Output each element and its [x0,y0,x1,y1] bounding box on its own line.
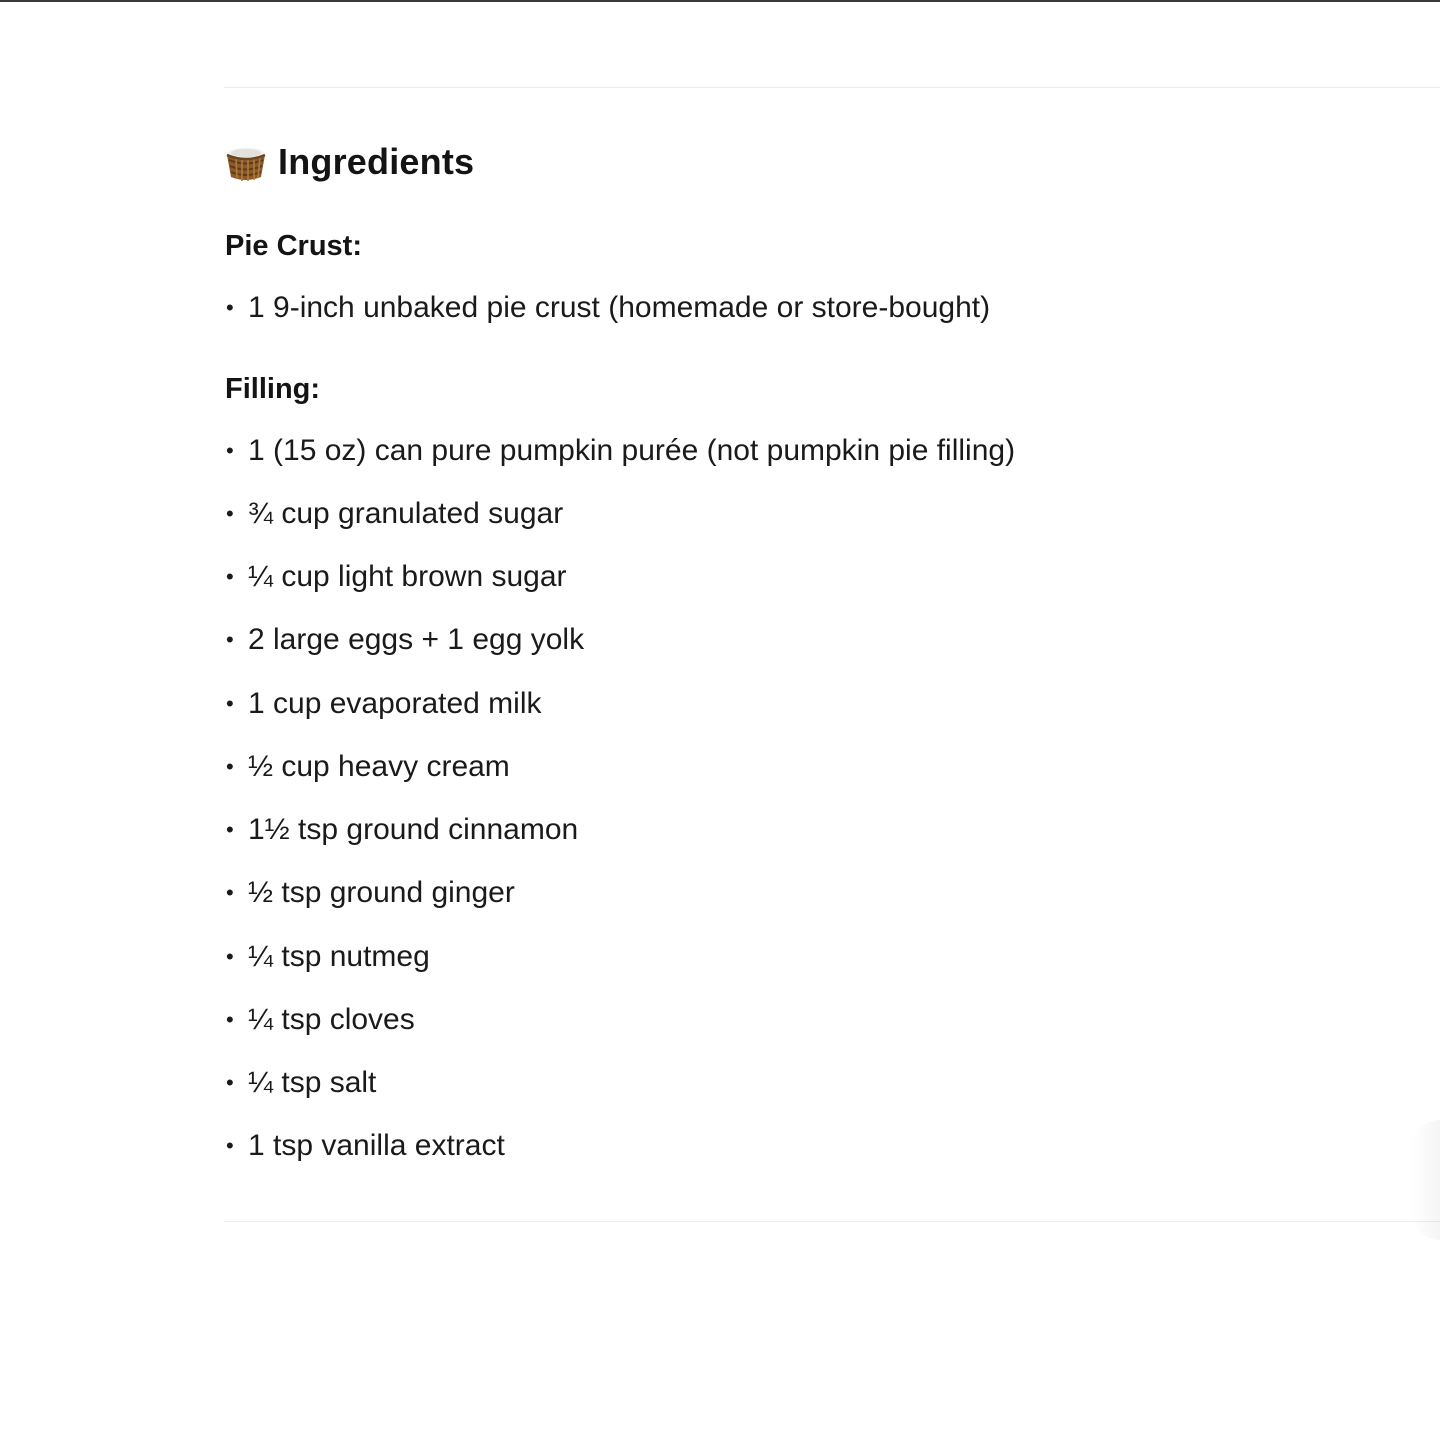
ingredient-text: ½ tsp ground ginger [248,876,515,909]
ingredient-text: ¼ tsp cloves [248,1003,415,1036]
bullet: • [226,564,234,589]
bullet: • [226,295,234,320]
edge-shadow [1410,1120,1440,1240]
list-item [224,622,584,658]
bullet: • [226,817,234,842]
list-item [224,1065,376,1101]
bullet: • [226,691,234,716]
list-item [224,749,510,785]
window-top-edge [0,0,1440,2]
ingredient-text: 1 9-inch unbaked pie crust (homemade or store-bought) [248,291,991,324]
list-item [224,686,542,722]
bullet: • [226,501,234,526]
bullet: • [226,1070,234,1095]
bullet: • [226,627,234,652]
section-heading [224,138,474,186]
list-item [224,939,430,975]
list-item [224,496,563,532]
section-title: Ingredients [278,141,475,182]
list-item [224,812,578,848]
bullet: • [226,944,234,969]
list-item [224,1002,415,1038]
list-item [224,290,990,326]
bullet: • [226,754,234,779]
basket-icon [224,141,268,183]
list-item [224,433,1015,469]
ingredient-text: 1 tsp vanilla extract [248,1129,505,1162]
ingredient-text: ¼ tsp nutmeg [248,940,430,973]
ingredient-text: 1 cup evaporated milk [248,687,542,720]
list-item [224,559,567,595]
bullet: • [226,1007,234,1032]
filling-heading: Filling: [225,373,321,405]
bullet: • [226,438,234,463]
divider-top [224,87,1440,88]
pie-crust-heading: Pie Crust: [225,230,362,262]
ingredient-text: 1 (15 oz) can pure pumpkin purée (not pumpkin pie filling) [248,434,1016,467]
ingredient-text: ¼ tsp salt [248,1066,377,1099]
ingredient-text: 2 large eggs + 1 egg yolk [248,623,585,656]
bullet: • [226,880,234,905]
ingredient-text: 1½ tsp ground cinnamon [248,813,579,846]
list-item [224,875,515,911]
list-item [224,1128,505,1164]
ingredient-text: ¾ cup granulated sugar [248,497,564,530]
divider-bottom [224,1221,1440,1222]
ingredient-text: ¼ cup light brown sugar [248,560,567,593]
ingredient-text: ½ cup heavy cream [248,750,510,783]
bullet: • [226,1133,234,1158]
